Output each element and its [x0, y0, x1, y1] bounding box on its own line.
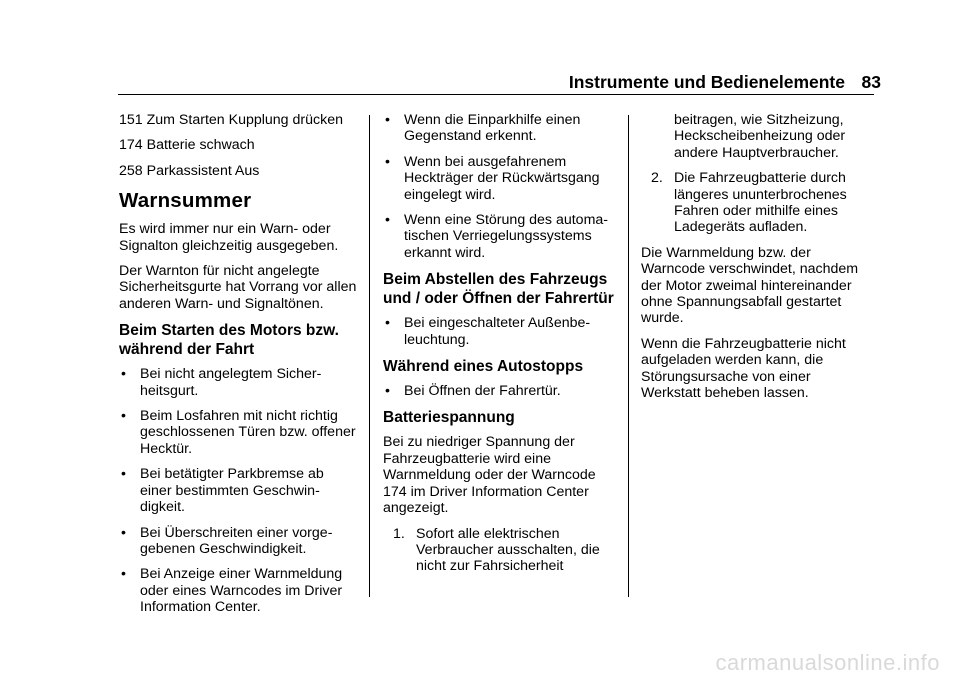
bullet-icon: • [121, 408, 126, 425]
heading-start-driving: Beim Starten des Motors bzw. während der Fahrt [119, 322, 339, 359]
page-number: 83 [861, 72, 881, 92]
list-item: 1. Sofort alle elektrischen Verbraucher ausschalten, die nicht zur Fahrsicherheit [393, 525, 600, 575]
paragraph: Der Warnton für nicht angelegte Sicherheitsgurte hat Vorrang vor allen anderen Warn- und Signaltönen. [119, 263, 357, 312]
bullet-icon: • [385, 153, 390, 170]
column-3 [641, 112, 873, 411]
column-divider-1 [369, 115, 370, 597]
column-2 [383, 112, 615, 584]
bullet-icon: • [385, 383, 390, 400]
paragraph: Es wird immer nur ein Warn- oder Signalton gleichzeitig ausgegeben. [119, 221, 339, 254]
watermark: carmanualsonline.info [715, 650, 940, 675]
bullet-list [383, 315, 615, 348]
heading-battery-voltage: Batteriespannung [383, 409, 515, 427]
bullet-icon: • [385, 112, 390, 128]
numbered-list [383, 526, 615, 575]
list-item-continuation: beitragen, wie Sitzheizung, Heckscheibenheizung oder andere Hauptverbraucher. [674, 112, 846, 161]
bullet-list [383, 112, 615, 261]
bullet-icon: • [385, 212, 390, 229]
bullet-list [383, 383, 615, 399]
list-item: • Bei eingeschalteter Außenbeleuchtung. [385, 315, 591, 348]
numbered-list [641, 170, 873, 236]
bullet-icon: • [121, 366, 126, 383]
list-item: • Bei Überschreiten einer vorgegebenen Geschwindigkeit. [121, 524, 333, 557]
warning-code-151: 151 Zum Starten Kupplung drücken [119, 112, 343, 128]
paragraph: Bei zu niedriger Spannung der Fahrzeugbatterie wird eine Warnmeldung oder der Warncode 174 im Driver Information Center angezeigt. [383, 434, 596, 517]
step-number: 2. [651, 170, 663, 187]
step-number: 1. [393, 525, 405, 542]
list-item: • Wenn eine Störung des automatischen Verriegelungssystems erkannt wird. [385, 212, 609, 261]
column-1 [119, 112, 359, 625]
list-item: • Beim Losfahren mit nicht richtig geschlossenen Türen bzw. offener Hecktür. [121, 408, 356, 457]
list-item: • Bei Anzeige einer Warnmeldung oder eines Warncodes im Driver Information Center. [121, 566, 343, 616]
list-item: • Bei betätigter Parkbremse ab einer bestimmten Geschwindigkeit. [121, 466, 324, 516]
paragraph: Die Warnmeldung bzw. der Warncode verschwindet, nachdem der Motor zweimal hintereinander ohne Spannungsabfall gestartet wurde. [641, 244, 859, 327]
bullet-icon: • [121, 466, 126, 483]
list-item: 2. Die Fahrzeugbatterie durch längeres ununterbrochenes Fahren oder mithilfe eines Ladegeräts aufladen. [651, 170, 847, 236]
column-divider-2 [628, 115, 629, 597]
page-header [0, 72, 960, 102]
section-title: Instrumente und Bedienelemente [568, 72, 845, 92]
bullet-icon: • [385, 315, 390, 332]
warning-code-258: 258 Parkassistent Aus [119, 162, 260, 179]
header-rule [118, 94, 874, 95]
list-item: • Bei nicht angelegtem Sicherheitsgurt. [121, 366, 322, 399]
bullet-icon: • [121, 524, 126, 541]
list-item: • Bei Öffnen der Fahrertür. [385, 383, 561, 400]
bullet-icon: • [121, 566, 126, 583]
list-item: • Wenn die Einparkhilfe einen Gegenstand erkennt. [385, 112, 581, 145]
paragraph: Wenn die Fahrzeugbatterie nicht aufgeladen werden kann, die Störungsursache von einer Werkstatt beheben lassen. [641, 335, 846, 402]
heading-stop-vehicle: Beim Abstellen des Fahrzeugs und / oder Öffnen der Fahrertür [383, 271, 614, 308]
list-item: • Wenn bei ausgefahrenem Heckträger der Rückwärtsgang eingelegt wird. [385, 153, 600, 203]
warning-code-174: 174 Batterie schwach [119, 137, 255, 154]
heading-autostop: Während eines Autostopps [383, 358, 584, 376]
heading-warnsummer: Warnsummer [119, 189, 252, 213]
bullet-list [119, 366, 359, 615]
